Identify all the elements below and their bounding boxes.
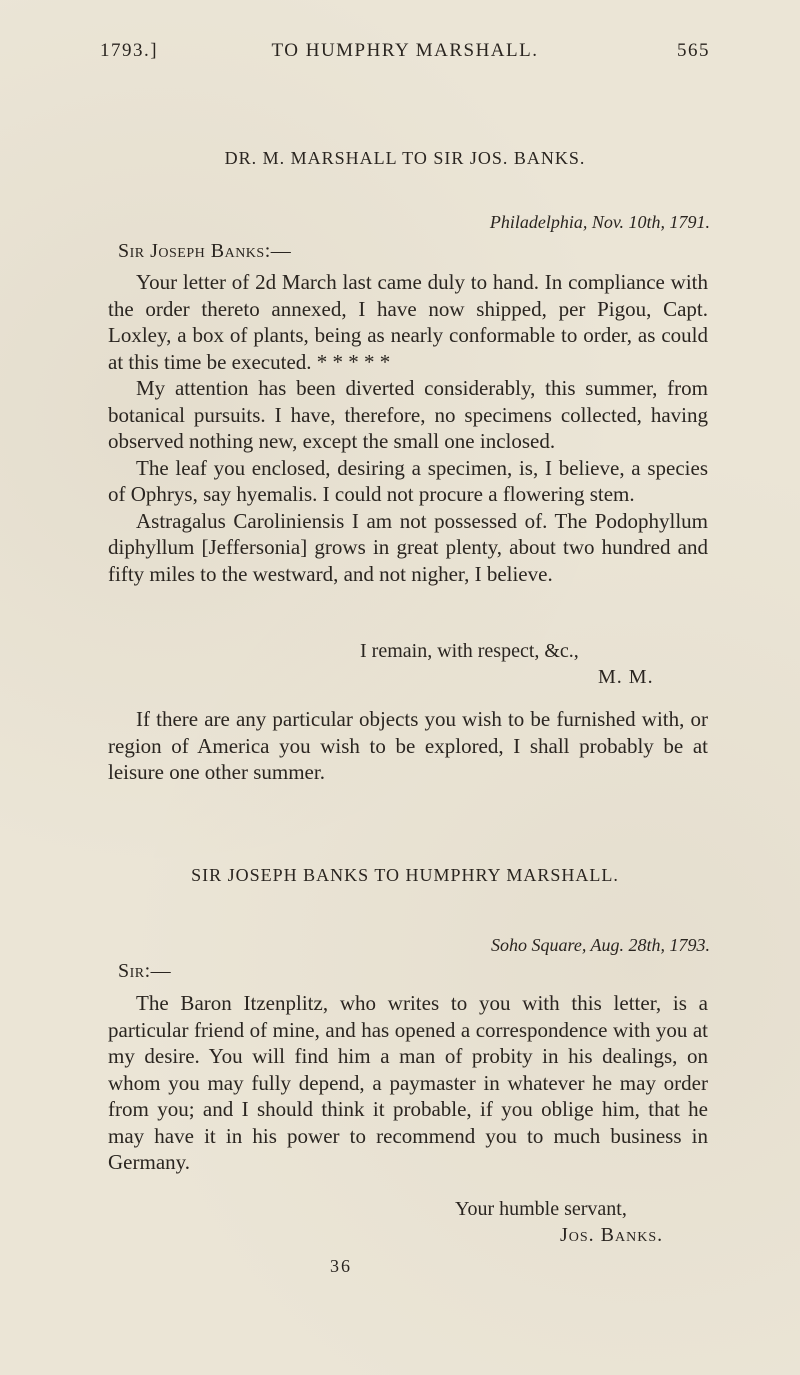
letter2-salutation: Sir:—	[118, 960, 172, 982]
letter1-paragraph-1: Your letter of 2d March last came duly to hand. In compliance with the order thereto annexed, I have now shipped, per Pigou, Capt. Loxley, a box of plants, being as nearly conformable to order, as could at this time be executed. * * * * *	[108, 270, 708, 374]
running-head-year: 1793.]	[100, 40, 159, 61]
letter1-postscript: If there are any particular objects you wish to be furnished with, or region of America you wish to be explored, I shall probably be at leisure one other summer.	[108, 707, 708, 784]
letter2-dateline: Soho Square, Aug. 28th, 1793.	[491, 935, 710, 955]
running-head-title: TO HUMPHRY MARSHALL.	[271, 40, 539, 61]
page-number: 565	[677, 40, 710, 61]
letter2-closing: Your humble servant,	[455, 1198, 627, 1220]
letter1-salutation: Sir Joseph Banks:—	[118, 240, 292, 262]
letter1-postscript-block	[108, 706, 708, 786]
letter1-paragraph-2: My attention has been diverted considerably, this summer, from botanical pursuits. I have, therefore, no specimens collected, having observed nothing new, except the small one inclosed.	[108, 376, 708, 453]
letter2-paragraph-1: The Baron Itzenplitz, who writes to you with this letter, is a particular friend of mine, and has opened a correspondence with you at my desire. You will find him a man of probity in his dealings, on whom you may fully depend, a paymaster in whatever he may order from you; and I should think it probable, if you oblige him, that he may have it in his power to recommend you to much business in Germany.	[108, 991, 708, 1174]
letter1-signature: M. M.	[598, 666, 654, 688]
letter1-heading: DR. M. MARSHALL TO SIR JOS. BANKS.	[224, 148, 586, 168]
letter1-closing: I remain, with respect, &c.,	[360, 640, 579, 662]
running-head	[100, 40, 710, 68]
letter2-signature: Jos. Banks.	[560, 1224, 664, 1246]
letter1-paragraph-3: The leaf you enclosed, desiring a specimen, is, I believe, a species of Ophrys, say hyemalis. I could not procure a flowering stem.	[108, 455, 708, 506]
letter1-body	[108, 269, 708, 587]
letter1-dateline: Philadelphia, Nov. 10th, 1791.	[489, 212, 710, 232]
printer-signature-mark: 36	[330, 1256, 352, 1276]
letter1-paragraph-4: Astragalus Caroliniensis I am not possessed of. The Podophyllum diphyllum [Jeffersonia] grows in great plenty, about two hundred and fifty miles to the westward, and not nigher, I believe.	[108, 508, 708, 586]
letter2-heading: SIR JOSEPH BANKS TO HUMPHRY MARSHALL.	[191, 865, 619, 885]
letter2-body	[108, 990, 708, 1176]
